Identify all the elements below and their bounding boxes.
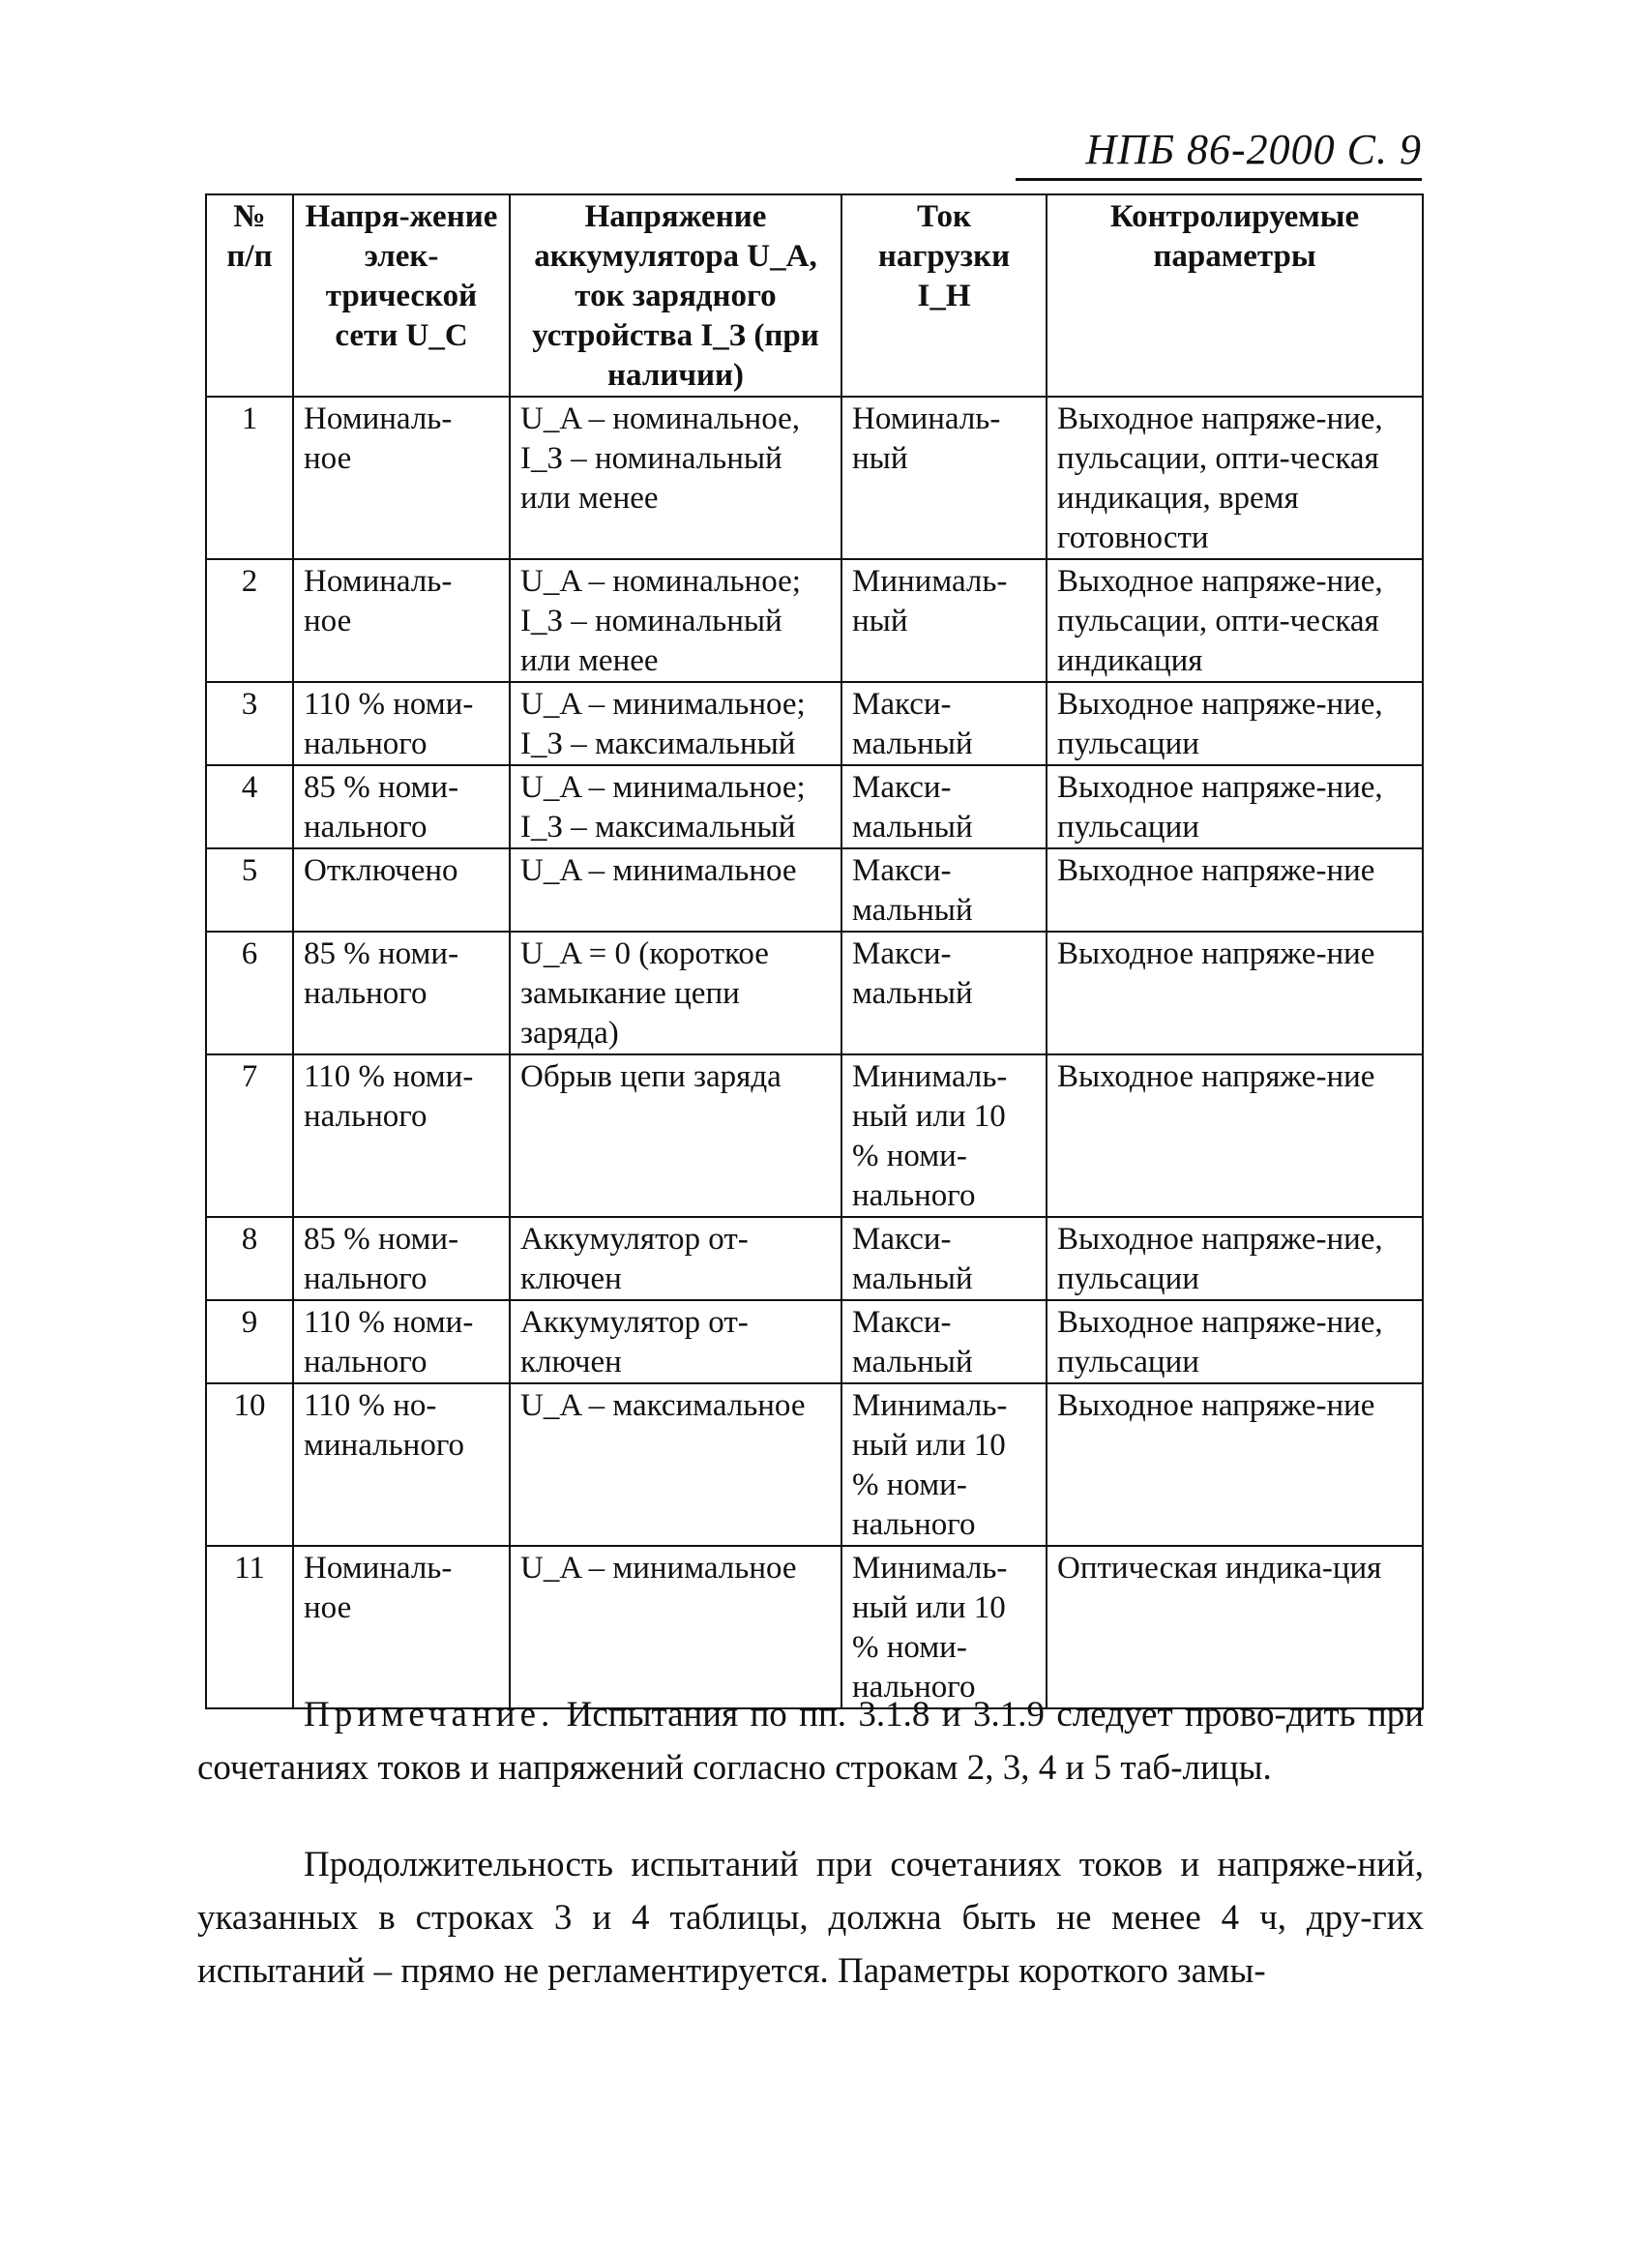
- load-cell: Минималь-ный: [841, 559, 1047, 682]
- load-cell: Макси-мальный: [841, 932, 1047, 1054]
- params-cell: Выходное напряже-ние: [1047, 932, 1423, 1054]
- params-cell: Оптическая индика-ция: [1047, 1546, 1423, 1708]
- row-number: 11: [206, 1546, 293, 1708]
- row-number: 8: [206, 1217, 293, 1300]
- battery-cell: Аккумулятор от-ключен: [510, 1300, 841, 1383]
- table-row: [206, 397, 1423, 559]
- grid-voltage-cell: 110 % номи-нального: [293, 682, 510, 765]
- table-header-row: [206, 194, 1423, 397]
- params-cell: Выходное напряже-ние, пульсации: [1047, 1300, 1423, 1383]
- body-paragraph: Продолжительность испытаний при сочетаниях токов и напряже-ний, указанных в строках 3 и 4 таблицы, должна быть не менее 4 ч, дру-гих испытаний – прямо не регламентируется. Параметры короткого замы-: [197, 1845, 1424, 1991]
- battery-cell: U_A – номинальное; I_З – номинальный или менее: [510, 559, 841, 682]
- note-label: Примечание.: [304, 1695, 555, 1735]
- row-number: 10: [206, 1383, 293, 1546]
- table-row: [206, 848, 1423, 932]
- params-cell: Выходное напряже-ние: [1047, 1383, 1423, 1546]
- battery-cell: U_A – минимальное; I_З – максимальный: [510, 765, 841, 848]
- header-number: № п/п: [206, 194, 293, 397]
- grid-voltage-cell: Номиналь-ное: [293, 559, 510, 682]
- grid-voltage-cell: Отключено: [293, 848, 510, 932]
- grid-voltage-cell: Номиналь-ное: [293, 397, 510, 559]
- row-number: 2: [206, 559, 293, 682]
- battery-cell: U_A = 0 (короткое замыкание цепи заряда): [510, 932, 841, 1054]
- params-cell: Выходное напряже-ние, пульсации, опти-ческая индикация: [1047, 559, 1423, 682]
- grid-voltage-cell: 110 % номи-нального: [293, 1300, 510, 1383]
- note-text: Испытания по пп. 3.1.8 и 3.1.9 следует прово-дить при сочетаниях токов и напряжений согласно строкам 2, 3, 4 и 5 таб-лицы.: [197, 1695, 1425, 1788]
- load-cell: Макси-мальный: [841, 765, 1047, 848]
- grid-voltage-cell: 85 % номи-нального: [293, 765, 510, 848]
- params-cell: Выходное напряже-ние, пульсации: [1047, 1217, 1423, 1300]
- table-row: [206, 1300, 1423, 1383]
- load-cell: Минималь-ный или 10 % номи-нального: [841, 1383, 1047, 1546]
- table-row: [206, 1546, 1423, 1708]
- row-number: 9: [206, 1300, 293, 1383]
- header-grid-voltage: Напря-жение элек-трической сети U_C: [293, 194, 510, 397]
- params-cell: Выходное напряже-ние: [1047, 1054, 1423, 1217]
- table-row: [206, 1383, 1423, 1546]
- row-number: 6: [206, 932, 293, 1054]
- table-row: [206, 1054, 1423, 1217]
- battery-cell: U_A – максимальное: [510, 1383, 841, 1546]
- header-controlled-params: Контролируемые параметры: [1047, 194, 1423, 397]
- row-number: 7: [206, 1054, 293, 1217]
- grid-voltage-cell: 85 % номи-нального: [293, 932, 510, 1054]
- table-row: [206, 1217, 1423, 1300]
- load-cell: Макси-мальный: [841, 1217, 1047, 1300]
- row-number: 5: [206, 848, 293, 932]
- load-cell: Минималь-ный или 10 % номи-нального: [841, 1054, 1047, 1217]
- battery-cell: U_A – минимальное; I_З – максимальный: [510, 682, 841, 765]
- grid-voltage-cell: 85 % номи-нального: [293, 1217, 510, 1300]
- params-cell: Выходное напряже-ние, пульсации, опти-ческая индикация, время готовности: [1047, 397, 1423, 559]
- params-cell: Выходное напряже-ние, пульсации: [1047, 765, 1423, 848]
- test-conditions-table: [205, 193, 1424, 1709]
- page-header: НПБ 86-2000 С. 9: [1016, 122, 1422, 181]
- note-paragraph: [197, 1688, 1424, 1794]
- grid-voltage-cell: 110 % но-минального: [293, 1383, 510, 1546]
- params-cell: Выходное напряже-ние: [1047, 848, 1423, 932]
- battery-cell: U_A – минимальное: [510, 1546, 841, 1708]
- load-cell: Макси-мальный: [841, 1300, 1047, 1383]
- load-cell: Номиналь-ный: [841, 397, 1047, 559]
- table-row: [206, 765, 1423, 848]
- table-row: [206, 682, 1423, 765]
- header-battery-voltage: Напряжение аккумулятора U_A, ток зарядного устройства I_З (при наличии): [510, 194, 841, 397]
- row-number: 3: [206, 682, 293, 765]
- table-row: [206, 559, 1423, 682]
- load-cell: Макси-мальный: [841, 848, 1047, 932]
- load-cell: Минималь-ный или 10 % номи-нального: [841, 1546, 1047, 1708]
- row-number: 4: [206, 765, 293, 848]
- battery-cell: Аккумулятор от-ключен: [510, 1217, 841, 1300]
- battery-cell: U_A – минимальное: [510, 848, 841, 932]
- grid-voltage-cell: 110 % номи-нального: [293, 1054, 510, 1217]
- params-cell: Выходное напряже-ние, пульсации: [1047, 682, 1423, 765]
- load-cell: Макси-мальный: [841, 682, 1047, 765]
- table-row: [206, 932, 1423, 1054]
- header-load-current: Ток нагрузки I_Н: [841, 194, 1047, 397]
- grid-voltage-cell: Номиналь-ное: [293, 1546, 510, 1708]
- row-number: 1: [206, 397, 293, 559]
- battery-cell: U_A – номинальное, I_З – номинальный или менее: [510, 397, 841, 559]
- battery-cell: Обрыв цепи заряда: [510, 1054, 841, 1217]
